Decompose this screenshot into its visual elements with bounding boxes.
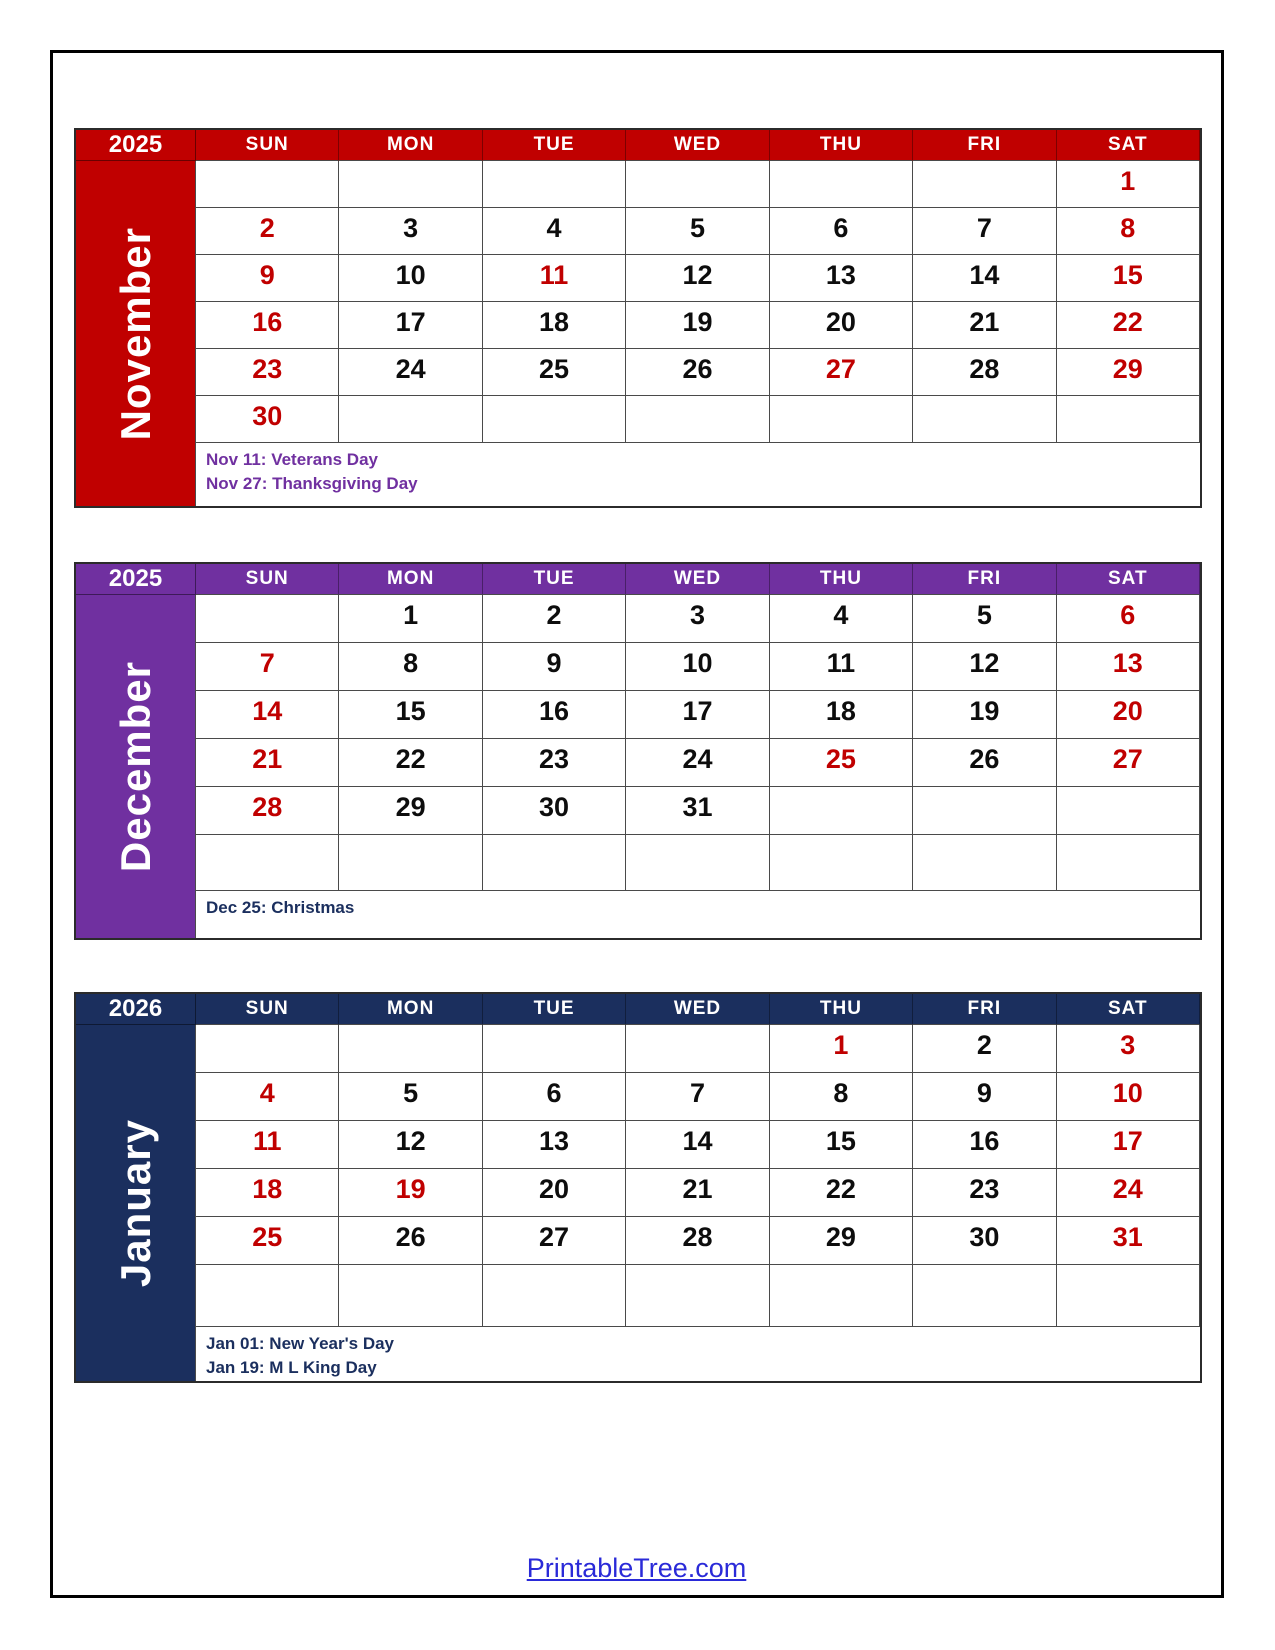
day-cell: 6	[770, 208, 913, 255]
day-cell: 14	[196, 691, 339, 739]
month-name-sidebar	[76, 161, 196, 506]
day-cell-empty	[483, 161, 626, 208]
day-cell: 27	[770, 349, 913, 396]
day-cell: 6	[1057, 595, 1200, 643]
day-cell: 10	[1057, 1073, 1200, 1121]
weekday-header-wed: WED	[626, 994, 769, 1025]
day-cell-empty	[483, 396, 626, 443]
day-cell: 15	[770, 1121, 913, 1169]
day-cell-empty	[196, 161, 339, 208]
day-cell: 23	[196, 349, 339, 396]
day-cell: 8	[1057, 208, 1200, 255]
day-cell-empty	[1057, 396, 1200, 443]
day-cell: 7	[196, 643, 339, 691]
holidays-footer	[196, 443, 1200, 506]
day-cell-empty	[483, 835, 626, 891]
day-cell: 6	[483, 1073, 626, 1121]
day-cell: 12	[913, 643, 1056, 691]
day-cell-empty	[913, 835, 1056, 891]
holiday-note: Nov 11: Veterans Day	[206, 450, 378, 469]
site-footer	[74, 1553, 1199, 1584]
holiday-note: Jan 01: New Year's Day	[206, 1334, 395, 1353]
day-cell: 16	[913, 1121, 1056, 1169]
day-cell: 15	[339, 691, 482, 739]
month-calendar-january-2026	[74, 992, 1202, 1383]
month-name-label: November	[111, 226, 159, 441]
day-cell: 4	[483, 208, 626, 255]
day-cell-empty	[339, 835, 482, 891]
day-cell-empty	[770, 1265, 913, 1327]
day-cell: 22	[770, 1169, 913, 1217]
day-cell: 23	[913, 1169, 1056, 1217]
day-cell: 1	[339, 595, 482, 643]
day-cell: 13	[1057, 643, 1200, 691]
day-cell-empty	[770, 396, 913, 443]
day-cell: 29	[1057, 349, 1200, 396]
weekday-header-fri: FRI	[913, 564, 1056, 595]
year-label: 2025	[76, 130, 196, 161]
weekday-header-sun: SUN	[196, 130, 339, 161]
day-cell: 7	[626, 1073, 769, 1121]
day-cell-empty	[626, 1265, 769, 1327]
holiday-note: Nov 27: Thanksgiving Day	[206, 473, 418, 493]
weekday-header-mon: MON	[339, 564, 482, 595]
day-cell-empty	[626, 161, 769, 208]
day-cell: 10	[339, 255, 482, 302]
day-cell-empty	[913, 161, 1056, 208]
day-cell: 11	[483, 255, 626, 302]
holiday-note: Dec 25: Christmas	[206, 898, 355, 917]
day-cell: 20	[483, 1169, 626, 1217]
weekday-header-sun: SUN	[196, 564, 339, 595]
day-cell: 22	[1057, 302, 1200, 349]
day-cell: 3	[626, 595, 769, 643]
day-cell: 9	[913, 1073, 1056, 1121]
day-cell: 19	[339, 1169, 482, 1217]
day-cell: 12	[626, 255, 769, 302]
day-cell: 16	[483, 691, 626, 739]
day-cell: 26	[626, 349, 769, 396]
day-cell: 18	[770, 691, 913, 739]
day-cell: 26	[339, 1217, 482, 1265]
weekday-header-sat: SAT	[1057, 994, 1200, 1025]
day-cell-empty	[196, 595, 339, 643]
day-cell-empty	[626, 396, 769, 443]
day-cell: 24	[626, 739, 769, 787]
day-cell: 5	[626, 208, 769, 255]
weekday-header-tue: TUE	[483, 130, 626, 161]
weekday-header-tue: TUE	[483, 994, 626, 1025]
month-name-sidebar	[76, 595, 196, 938]
month-name-label: January	[111, 1118, 159, 1288]
day-cell: 13	[770, 255, 913, 302]
weekday-header-thu: THU	[770, 130, 913, 161]
day-cell-empty	[196, 835, 339, 891]
day-cell: 25	[196, 1217, 339, 1265]
day-cell: 11	[196, 1121, 339, 1169]
day-cell-empty	[339, 396, 482, 443]
day-cell: 22	[339, 739, 482, 787]
day-cell-empty	[196, 1025, 339, 1073]
day-cell: 12	[339, 1121, 482, 1169]
day-cell: 21	[913, 302, 1056, 349]
day-cell-empty	[770, 161, 913, 208]
year-label: 2026	[76, 994, 196, 1025]
day-cell-empty	[483, 1025, 626, 1073]
day-cell-empty	[339, 1265, 482, 1327]
day-cell: 13	[483, 1121, 626, 1169]
footer-link[interactable]: PrintableTree.com	[526, 1553, 747, 1583]
day-cell: 1	[1057, 161, 1200, 208]
day-cell: 17	[339, 302, 482, 349]
holiday-note: Jan 19: M L King Day	[206, 1357, 377, 1377]
day-cell-empty	[770, 835, 913, 891]
weekday-header-tue: TUE	[483, 564, 626, 595]
day-cell: 17	[1057, 1121, 1200, 1169]
day-cell: 29	[770, 1217, 913, 1265]
day-cell-empty	[196, 1265, 339, 1327]
day-cell: 11	[770, 643, 913, 691]
holidays-footer	[196, 891, 1200, 938]
day-cell: 18	[483, 302, 626, 349]
day-cell: 18	[196, 1169, 339, 1217]
day-cell-empty	[483, 1265, 626, 1327]
month-name-label: December	[111, 660, 159, 873]
day-cell: 19	[913, 691, 1056, 739]
day-cell: 28	[913, 349, 1056, 396]
holidays-footer	[196, 1327, 1200, 1381]
weekday-header-mon: MON	[339, 994, 482, 1025]
month-calendar-november-2025	[74, 128, 1202, 508]
day-cell: 9	[483, 643, 626, 691]
day-cell: 5	[339, 1073, 482, 1121]
day-cell: 23	[483, 739, 626, 787]
day-cell: 21	[196, 739, 339, 787]
weekday-header-thu: THU	[770, 994, 913, 1025]
day-cell: 4	[196, 1073, 339, 1121]
month-calendar-december-2025	[74, 562, 1202, 940]
day-cell: 8	[770, 1073, 913, 1121]
day-cell: 30	[913, 1217, 1056, 1265]
day-cell: 2	[913, 1025, 1056, 1073]
day-cell: 4	[770, 595, 913, 643]
month-name-sidebar	[76, 1025, 196, 1381]
day-cell-empty	[626, 835, 769, 891]
day-cell-empty	[1057, 787, 1200, 835]
weekday-header-sat: SAT	[1057, 564, 1200, 595]
day-cell: 16	[196, 302, 339, 349]
day-cell: 14	[913, 255, 1056, 302]
day-cell: 30	[483, 787, 626, 835]
day-cell: 3	[1057, 1025, 1200, 1073]
day-cell: 2	[483, 595, 626, 643]
day-cell: 25	[770, 739, 913, 787]
day-cell: 31	[626, 787, 769, 835]
day-cell: 8	[339, 643, 482, 691]
day-cell: 28	[626, 1217, 769, 1265]
weekday-header-sat: SAT	[1057, 130, 1200, 161]
weekday-header-wed: WED	[626, 564, 769, 595]
weekday-header-sun: SUN	[196, 994, 339, 1025]
day-cell: 30	[196, 396, 339, 443]
day-cell: 3	[339, 208, 482, 255]
day-cell-empty	[1057, 835, 1200, 891]
day-cell: 24	[1057, 1169, 1200, 1217]
day-cell: 20	[1057, 691, 1200, 739]
day-cell: 1	[770, 1025, 913, 1073]
weekday-header-wed: WED	[626, 130, 769, 161]
day-cell-empty	[339, 161, 482, 208]
day-cell-empty	[1057, 1265, 1200, 1327]
day-cell-empty	[339, 1025, 482, 1073]
day-cell: 19	[626, 302, 769, 349]
day-cell: 29	[339, 787, 482, 835]
day-cell: 17	[626, 691, 769, 739]
day-cell: 28	[196, 787, 339, 835]
day-cell: 14	[626, 1121, 769, 1169]
day-cell: 5	[913, 595, 1056, 643]
day-cell: 26	[913, 739, 1056, 787]
day-cell: 27	[1057, 739, 1200, 787]
day-cell: 21	[626, 1169, 769, 1217]
day-cell: 10	[626, 643, 769, 691]
day-cell-empty	[913, 1265, 1056, 1327]
day-cell-empty	[913, 396, 1056, 443]
day-cell: 7	[913, 208, 1056, 255]
year-label: 2025	[76, 564, 196, 595]
calendar-page	[50, 50, 1224, 1598]
day-cell-empty	[913, 787, 1056, 835]
day-cell-empty	[770, 787, 913, 835]
day-cell: 2	[196, 208, 339, 255]
day-cell: 9	[196, 255, 339, 302]
weekday-header-fri: FRI	[913, 994, 1056, 1025]
day-cell: 25	[483, 349, 626, 396]
weekday-header-thu: THU	[770, 564, 913, 595]
weekday-header-mon: MON	[339, 130, 482, 161]
weekday-header-fri: FRI	[913, 130, 1056, 161]
day-cell: 24	[339, 349, 482, 396]
day-cell: 20	[770, 302, 913, 349]
day-cell: 15	[1057, 255, 1200, 302]
day-cell-empty	[626, 1025, 769, 1073]
day-cell: 27	[483, 1217, 626, 1265]
day-cell: 31	[1057, 1217, 1200, 1265]
